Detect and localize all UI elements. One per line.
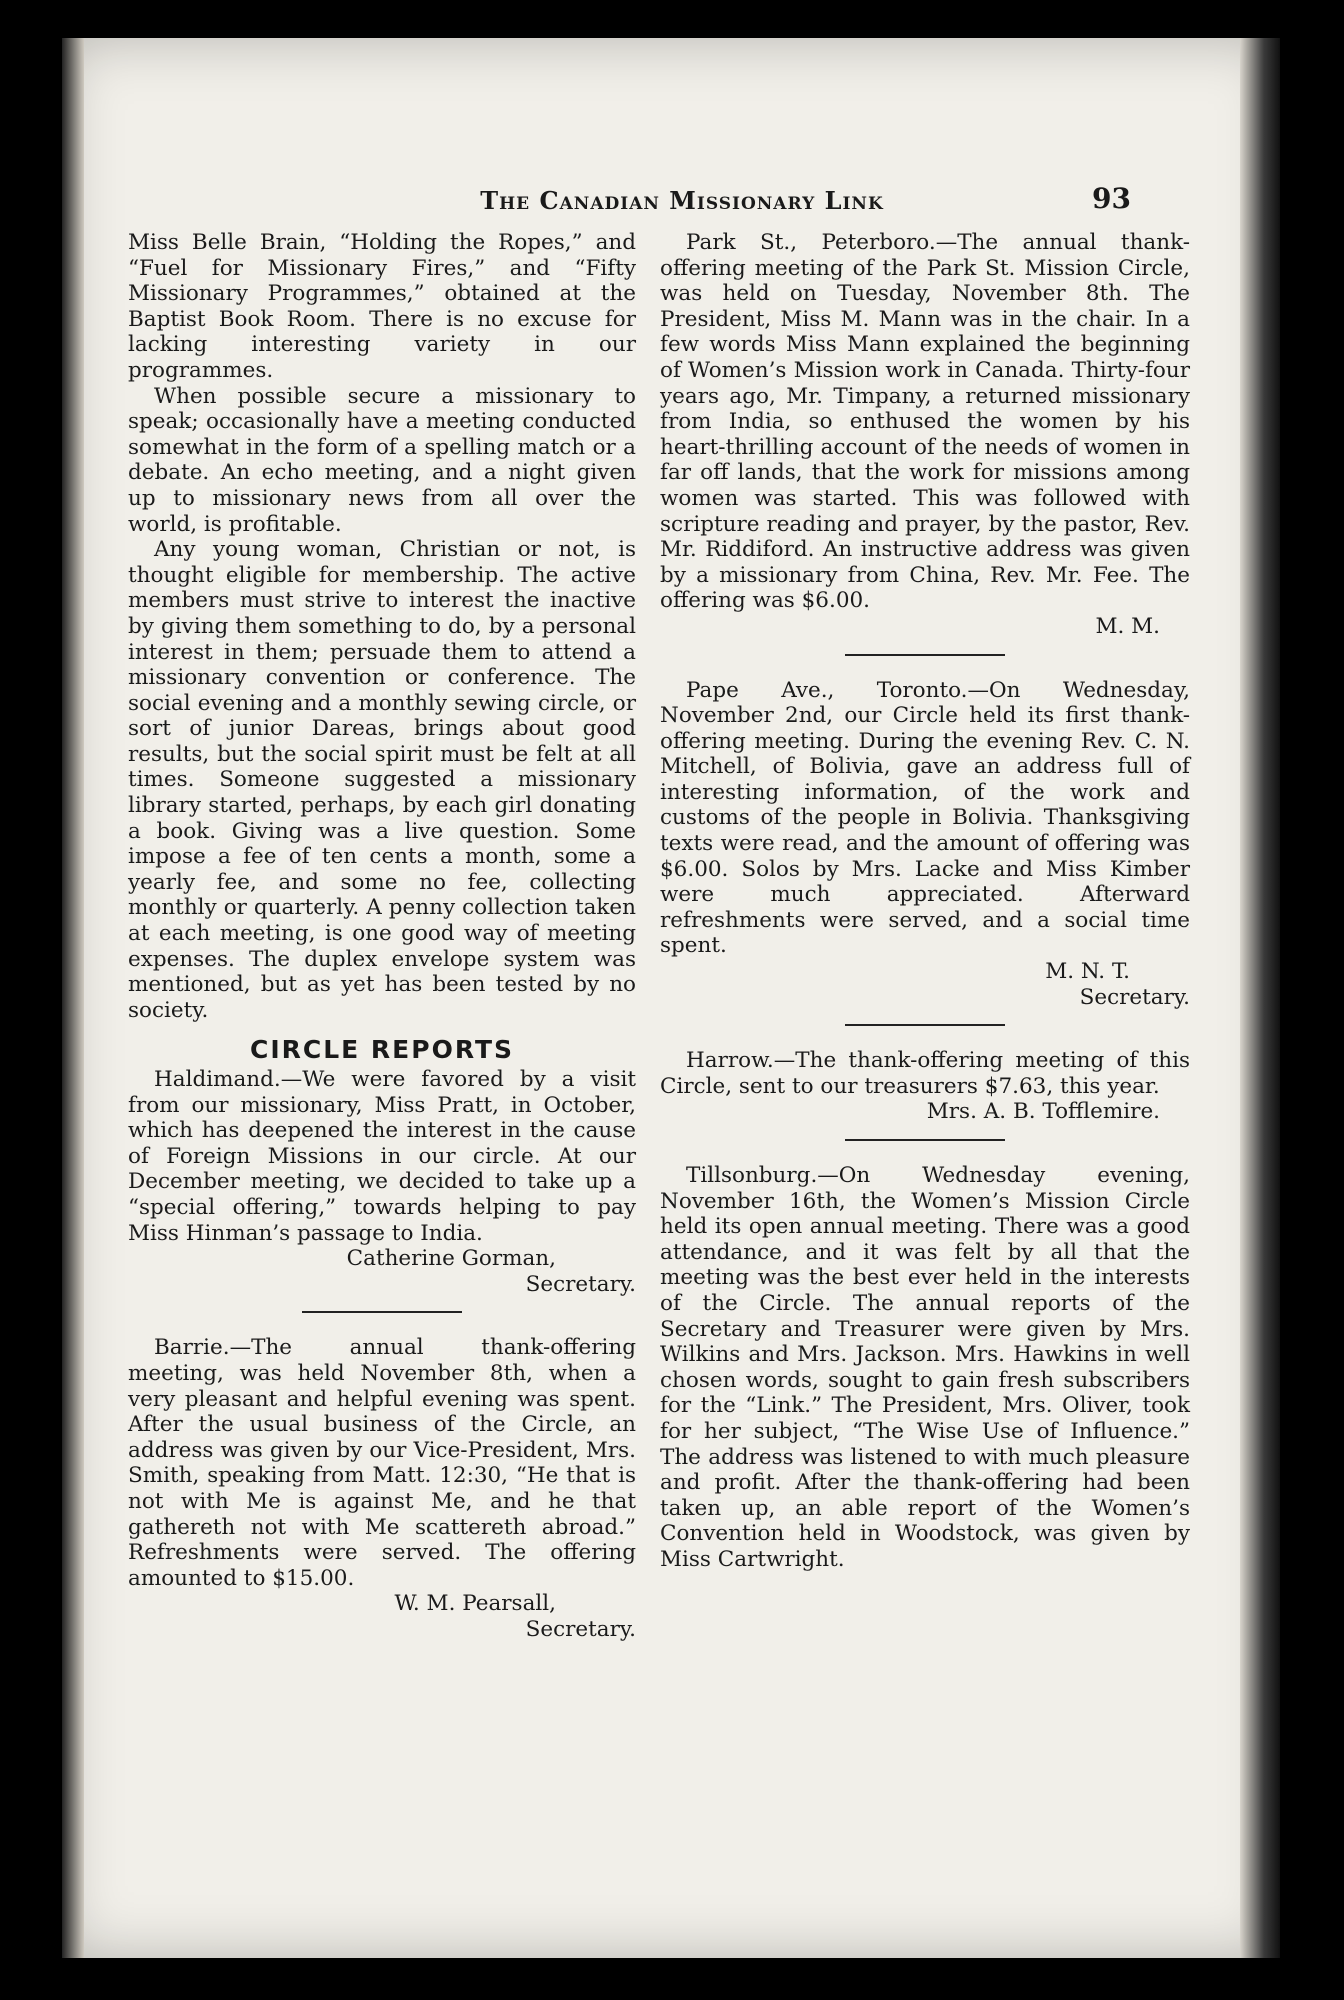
report-signature: Catherine Gorman, <box>346 1246 556 1272</box>
running-header: The Canadian Missionary Link <box>480 186 884 215</box>
report-signature: W. M. Pearsall, <box>394 1591 556 1617</box>
divider <box>845 654 1005 656</box>
paragraph: Any young woman, Christian or not, is thought eligible for membership. The active members must strive to interest the inactive by giving them something to do, by a personal interest in them; persuade them to attend a missionary convention or conference. The social evening and a monthly sewing circle, or sort of junior Dareas, brings about good results, but the social spirit must be felt at all times. Someone suggested a missionary library started, perhaps, by each girl donating a book. Giving was a live question. Some impose a fee of ten cents a month, some a yearly fee, and some no fee, collecting monthly or quarterly. A penny collection taken at each meeting, is one good way of meeting expenses. The duplex envelope system was mentioned, but as yet has been tested by no society. <box>128 537 636 1023</box>
page-left-edge <box>62 38 84 1958</box>
report-tillsonburg <box>660 1163 1190 1573</box>
paragraph: When possible secure a missionary to speak; occasionally have a meeting conducted somewhat in the form of a spelling match or a debate. An echo meeting, and a night given up to missionary news from all over the world, is profitable. <box>128 383 636 537</box>
report-text: Harrow.—The thank-offering meeting of this Circle, sent to our treasurers $7.63, this year. <box>660 1048 1190 1099</box>
report-signature: M. N. T. <box>1045 959 1130 985</box>
report-text: Barrie.—The annual thank-offering meeting, was held November 8th, when a very pleasant and helpful evening was spent. After the usual business of the Circle, an address was given by our Vice-President, Mrs. Smith, speaking from Matt. 12:30, “He that is not with Me is against Me, and he that gathereth not with Me scattereth abroad.” Refreshments were served. The offering amounted to $15.00. <box>128 1335 636 1591</box>
right-column <box>660 230 1190 1573</box>
report-text: Park St., Peterboro.—The annual thank-offering meeting of the Park St. Mission Circle, was held on Tuesday, November 8th. The President, Miss M. Mann was in the chair. In a few words Miss Mann explained the beginning of Women’s Mission work in Canada. Thirty-four years ago, Mr. Timpany, a returned missionary from India, so enthused the women by his heart-thrilling account of the needs of women in far off lands, that the work for missions among women was started. This was followed with scripture reading and prayer, by the pastor, Rev. Mr. Riddiford. An instructive address was given by a missionary from China, Rev. Mr. Fee. The offering was $6.00. <box>660 230 1190 614</box>
left-column <box>128 230 636 1642</box>
report-barrie <box>128 1335 636 1642</box>
report-text: Pape Ave., Toronto.—On Wednesday, November 2nd, our Circle held its first thank-offering meeting. During the evening Rev. C. N. Mitchell, of Bolivia, gave an address full of interesting information, of the work and customs of the people in Bolivia. Thanksgiving texts were read, and the amount of offering was $6.00. Solos by Mrs. Lacke and Miss Kimber were much appreciated. Afterward refreshments were served, and a social time spent. <box>660 677 1190 959</box>
scanned-page <box>62 38 1280 1958</box>
divider <box>845 1139 1005 1141</box>
report-signature-title: Secretary. <box>525 1271 636 1297</box>
report-signature: Mrs. A. B. Tofflemire. <box>926 1099 1160 1125</box>
page-number: 93 <box>1092 182 1131 215</box>
report-text: Haldimand.—We were favored by a visit from our missionary, Miss Pratt, in October, which has deepened the interest in the cause of Foreign Missions in our circle. At our December meeting, we decided to take up a “special offering,” towards helping to pay Miss Hinman’s passage to India. <box>128 1067 636 1246</box>
paragraph: Miss Belle Brain, “Holding the Ropes,” and “Fuel for Missionary Fires,” and “Fifty Missionary Programmes,” obtained at the Baptist Book Room. There is no excuse for lacking interesting variety in our programmes. <box>128 230 636 383</box>
report-pape-ave <box>660 678 1190 1011</box>
report-signature-title: Secretary. <box>1079 984 1190 1010</box>
report-signature: M. M. <box>1095 613 1160 639</box>
report-signature-title: Secretary. <box>525 1616 636 1642</box>
divider <box>302 1311 462 1313</box>
divider <box>845 1024 1005 1026</box>
report-text: Tillsonburg.—On Wednesday evening, November 16th, the Women’s Mission Circle held its open annual meeting. There was a good attendance, and it was felt by all that the meeting was the best ever held in the interests of the Circle. The annual reports of the Secretary and Treasurer were given by Mrs. Wilkins and Mrs. Jackson. Mrs. Hawkins in well chosen words, sought to gain fresh subscribers for the “Link.” The President, Mrs. Oliver, took for her subject, “The Wise Use of Influence.” The address was listened to with much pleasure and profit. After the thank-offering had been taken up, an able report of the Women’s Convention held in Woodstock, was given by Miss Cartwright. <box>660 1163 1190 1572</box>
report-park-st <box>660 230 1190 640</box>
report-harrow <box>660 1048 1190 1125</box>
report-haldimand <box>128 1067 636 1297</box>
book-binding <box>1240 38 1280 1958</box>
section-title: CIRCLE REPORTS <box>249 1035 515 1065</box>
